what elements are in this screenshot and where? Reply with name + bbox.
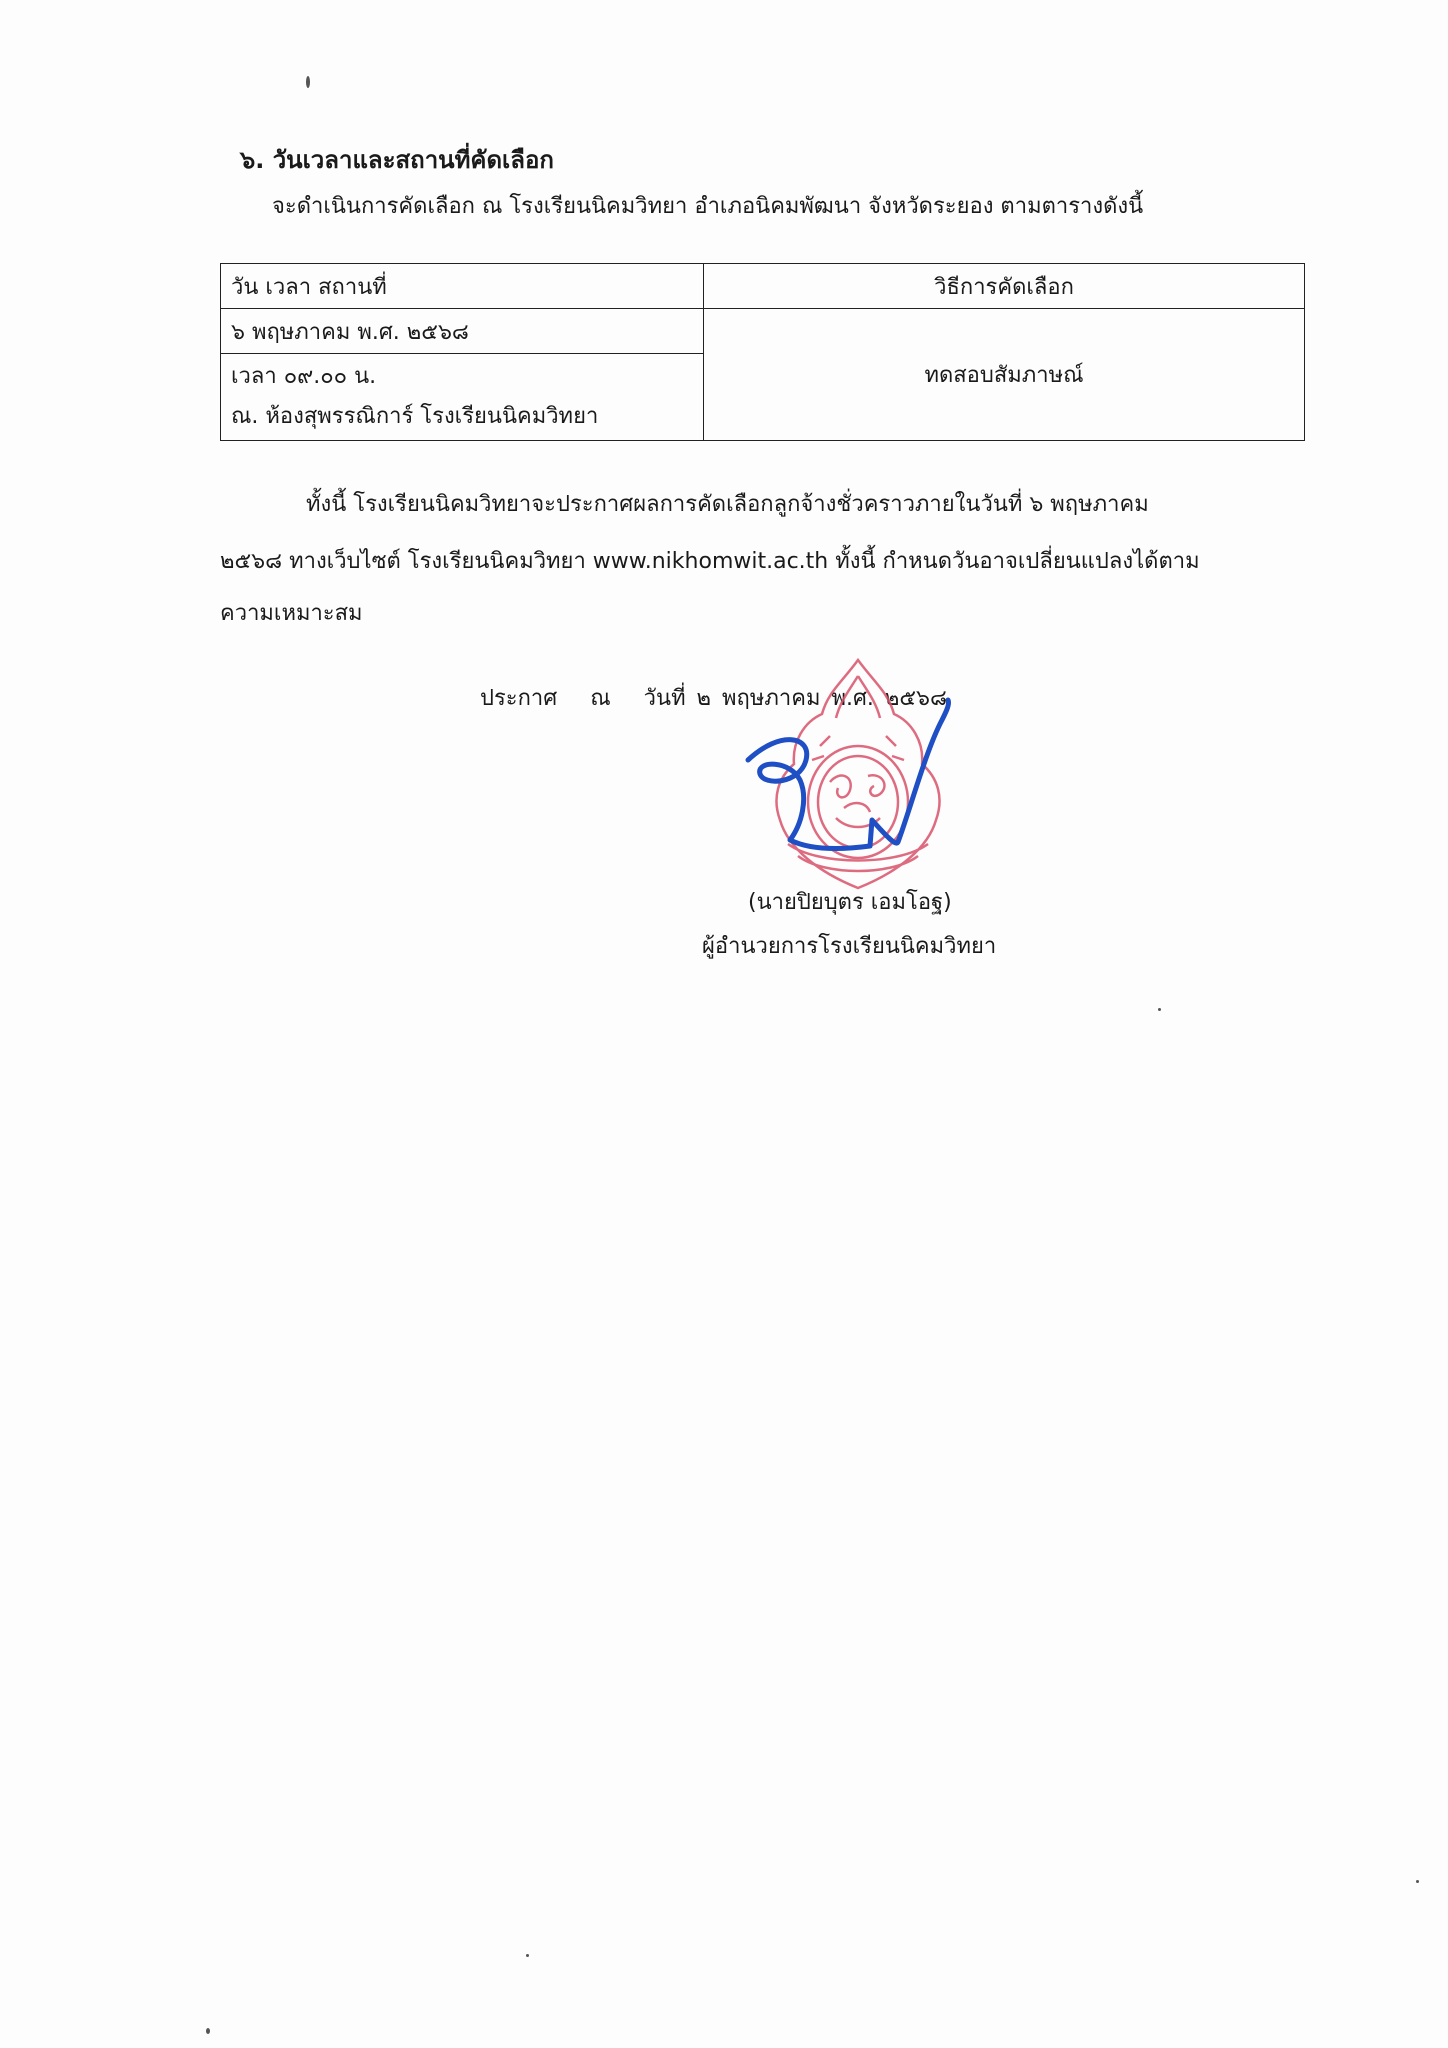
- cell-time: เวลา ๐๙.๐๐ น.: [231, 364, 377, 389]
- cell-place: ณ. ห้องสุพรรณิการ์ โรงเรียนนิคมวิทยา: [231, 404, 599, 429]
- announcement-line-1: ทั้งนี้ โรงเรียนนิคมวิทยาจะประกาศผลการคัดเลือกลูกจ้างชั่วคราวภายในวันที่ ๖ พฤษภาคม: [306, 492, 1149, 517]
- section-heading: ๖. วันเวลาและสถานที่คัดเลือก: [240, 146, 554, 174]
- director-signature-icon: [720, 690, 1020, 870]
- scan-speck: [1158, 1008, 1161, 1011]
- header-date-time-place: วัน เวลา สถานที่: [221, 264, 704, 309]
- dateline-at: ณ: [590, 686, 611, 711]
- announcement-line-3: ความเหมาะสม: [220, 601, 363, 626]
- scan-speck: [306, 76, 310, 88]
- dateline-label: ประกาศ: [480, 686, 558, 711]
- table-header-row: [221, 264, 1305, 309]
- signatory-title: ผู้อำนวยการโรงเรียนนิคมวิทยา: [702, 934, 997, 959]
- cell-method: ทดสอบสัมภาษณ์: [704, 309, 1305, 441]
- schedule-table: [220, 263, 1305, 441]
- dateline-date: วันที่ ๒ พฤษภาคม พ.ศ. ๒๕๖๘: [643, 686, 947, 711]
- cell-time-place: [221, 354, 704, 441]
- header-selection-method: วิธีการคัดเลือก: [704, 264, 1305, 309]
- table-row: [221, 309, 1305, 354]
- cell-date: ๖ พฤษภาคม พ.ศ. ๒๕๖๘: [221, 309, 704, 354]
- announcement-line-2: ๒๕๖๘ ทางเว็บไซต์ โรงเรียนนิคมวิทยา www.nikhomwit.ac.th ทั้งนี้ กำหนดวันอาจเปลี่ยนแปลงได้ตาม: [220, 549, 1200, 574]
- scan-speck: [1416, 1880, 1419, 1883]
- signatory-name: (นายปิยบุตร เอมโอฐ): [748, 890, 952, 915]
- section-intro: จะดำเนินการคัดเลือก ณ โรงเรียนนิคมวิทยา อำเภอนิคมพัฒนา จังหวัดระยอง ตามตารางดังนี้: [272, 194, 1144, 219]
- scan-speck: [526, 1954, 529, 1957]
- scan-speck: [206, 2028, 210, 2034]
